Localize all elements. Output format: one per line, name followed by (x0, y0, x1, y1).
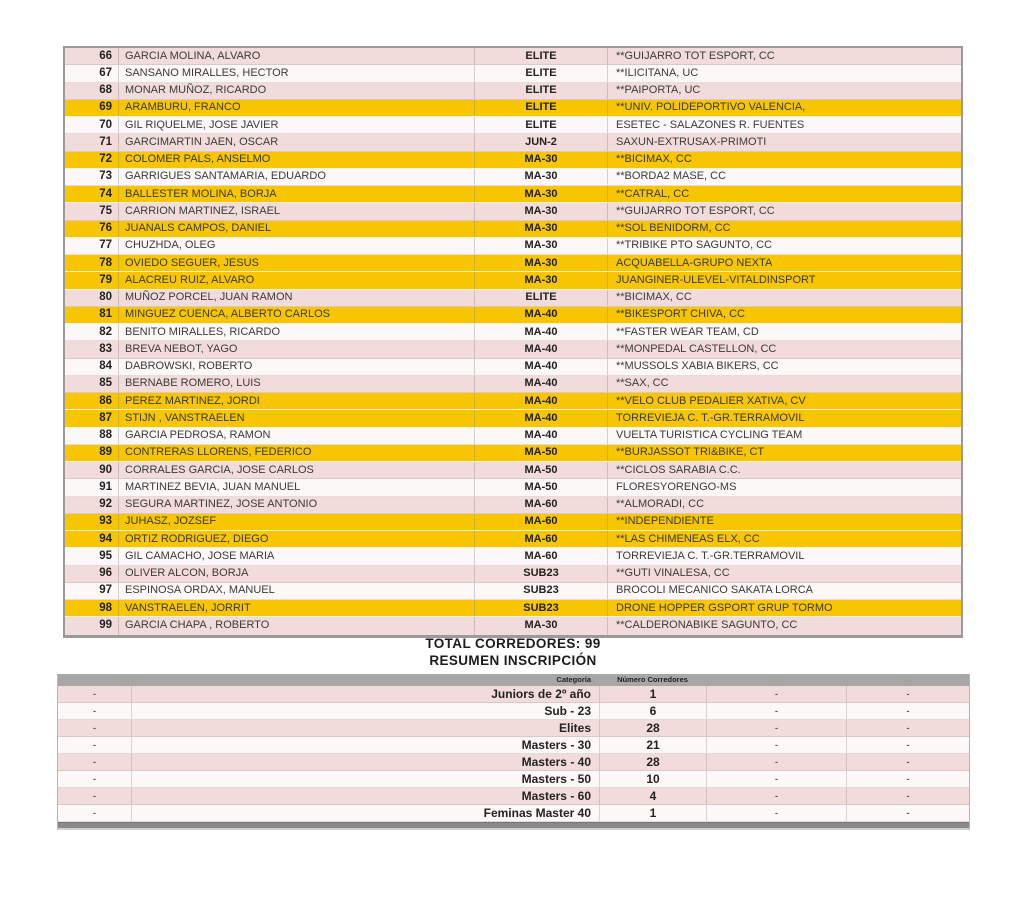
summary-header-row (58, 674, 969, 686)
rider-row (65, 566, 961, 583)
summary-dash-cell: - (706, 737, 846, 753)
summary-dash-cell: - (93, 808, 96, 818)
rider-category: MA-40 (474, 307, 607, 323)
rider-team: **GUIJARRO TOT ESPORT, CC (607, 203, 961, 219)
summary-dash-cell: - (93, 723, 96, 733)
rider-name: SANSANO MIRALLES, HECTOR (118, 65, 474, 81)
rider-number: 67 (99, 66, 112, 79)
rider-team: **BORDA2 MASE, CC (607, 169, 961, 185)
rider-row (65, 410, 961, 427)
summary-dash-cell: - (846, 788, 969, 804)
rider-category: MA-60 (474, 514, 607, 530)
summary-dash-cell: - (93, 757, 96, 767)
summary-header-dash: - (126, 675, 129, 684)
rider-team: **BURJASSOT TRI&BIKE, CT (607, 445, 961, 461)
rider-category: MA-40 (474, 376, 607, 392)
summary-row (58, 686, 969, 703)
rider-number: 91 (99, 480, 112, 493)
rider-row (65, 393, 961, 410)
rider-name: SEGURA MARTINEZ, JOSE ANTONIO (118, 497, 474, 513)
summary-dash-cell: - (846, 720, 969, 736)
rider-number: 89 (99, 446, 112, 459)
rider-team: **UNIV. POLIDEPORTIVO VALENCIA, (607, 100, 961, 116)
rider-team: **GUTI VINALESA, CC (607, 566, 961, 582)
rider-team: ESETEC - SALAZONES R. FUENTES (607, 117, 961, 133)
rider-name: BERNABE ROMERO, LUIS (118, 376, 474, 392)
rider-number: 81 (99, 308, 112, 321)
summary-header-dash: - (906, 675, 909, 684)
rider-name: STIJN , VANSTRAELEN (118, 410, 474, 426)
summary-dash-cell: - (846, 805, 969, 821)
rider-category: MA-60 (474, 497, 607, 513)
summary-count-cell: 4 (599, 788, 706, 804)
summary-category-cell: Sub - 23 (131, 703, 599, 719)
rider-category: SUB23 (474, 600, 607, 616)
totals-block (63, 636, 963, 668)
rider-team: **ALMORADI, CC (607, 497, 961, 513)
rider-number: 73 (99, 170, 112, 183)
summary-count-cell: 10 (599, 771, 706, 787)
rider-team: TORREVIEJA C. T.-GR.TERRAMOVIL (607, 410, 961, 426)
rider-team: JUANGINER-ULEVEL-VITALDINSPORT (607, 272, 961, 288)
rider-category: JUN-2 (474, 134, 607, 150)
rider-category: ELITE (474, 65, 607, 81)
summary-count-cell: 21 (599, 737, 706, 753)
summary-dash-cell: - (706, 805, 846, 821)
rider-name: DABROWSKI, ROBERTO (118, 359, 474, 375)
rider-category: MA-30 (474, 272, 607, 288)
summary-dash-cell: - (93, 706, 96, 716)
rider-number: 96 (99, 567, 112, 580)
rider-name: ALACREU RUIZ, ALVARO (118, 272, 474, 288)
rider-name: MARTINEZ BEVIA, JUAN MANUEL (118, 479, 474, 495)
rider-number: 95 (99, 549, 112, 562)
rider-name: GARCIMARTIN JAEN, OSCAR (118, 134, 474, 150)
rider-category: MA-40 (474, 341, 607, 357)
summary-dash-cell: - (93, 740, 96, 750)
rider-team: **SAX, CC (607, 376, 961, 392)
rider-number: 71 (99, 135, 112, 148)
summary-row (58, 720, 969, 737)
rider-row (65, 376, 961, 393)
rider-category: SUB23 (474, 583, 607, 599)
rider-category: MA-60 (474, 548, 607, 564)
rider-row (65, 203, 961, 220)
rider-team: **VELO CLUB PEDALIER XATIVA, CV (607, 393, 961, 409)
summary-table-body (58, 686, 969, 822)
rider-row (65, 307, 961, 324)
rider-category: MA-60 (474, 531, 607, 547)
rider-category: ELITE (474, 100, 607, 116)
rider-team: DRONE HOPPER GSPORT GRUP TORMO (607, 600, 961, 616)
summary-row (58, 703, 969, 720)
summary-category-cell: Juniors de 2º año (131, 686, 599, 702)
rider-row (65, 359, 961, 376)
summary-count-cell: 28 (599, 720, 706, 736)
rider-row (65, 169, 961, 186)
summary-category-cell: Masters - 40 (131, 754, 599, 770)
summary-count-cell: 1 (599, 686, 706, 702)
summary-dash-cell: - (846, 703, 969, 719)
rider-category: MA-40 (474, 410, 607, 426)
summary-row (58, 805, 969, 822)
rider-row (65, 341, 961, 358)
rider-name: VANSTRAELEN, JORRIT (118, 600, 474, 616)
rider-number: 75 (99, 204, 112, 217)
summary-dash-cell: - (846, 771, 969, 787)
rider-team: TORREVIEJA C. T.-GR.TERRAMOVIL (607, 548, 961, 564)
summary-dash-cell: - (706, 720, 846, 736)
rider-number: 85 (99, 377, 112, 390)
rider-category: MA-50 (474, 462, 607, 478)
rider-category: ELITE (474, 48, 607, 64)
summary-header-categoria: Categoría (556, 675, 591, 684)
rider-team: ACQUABELLA-GRUPO NEXTA (607, 255, 961, 271)
rider-category: SUB23 (474, 566, 607, 582)
rider-row (65, 428, 961, 445)
rider-category: MA-30 (474, 617, 607, 634)
rider-row (65, 48, 961, 65)
rider-team: **BIKESPORT CHIVA, CC (607, 307, 961, 323)
rider-row (65, 221, 961, 238)
rider-category: MA-40 (474, 359, 607, 375)
summary-dash-cell: - (93, 689, 96, 699)
rider-name: GARCIA PEDROSA, RAMON (118, 428, 474, 444)
rider-team: **LAS CHIMENEAS ELX, CC (607, 531, 961, 547)
rider-name: GIL CAMACHO, JOSE MARIA (118, 548, 474, 564)
summary-dash-cell: - (93, 774, 96, 784)
rider-row (65, 255, 961, 272)
rider-row (65, 462, 961, 479)
rider-team: **MUSSOLS XABIA BIKERS, CC (607, 359, 961, 375)
rider-number: 69 (99, 101, 112, 114)
summary-row (58, 754, 969, 771)
summary-category-cell: Masters - 50 (131, 771, 599, 787)
rider-row (65, 117, 961, 134)
rider-category: MA-40 (474, 428, 607, 444)
rider-row (65, 600, 961, 617)
rider-team: **TRIBIKE PTO SAGUNTO, CC (607, 238, 961, 254)
rider-name: MINGUEZ CUENCA, ALBERTO CARLOS (118, 307, 474, 323)
rider-row (65, 497, 961, 514)
summary-table (57, 674, 970, 830)
rider-number: 76 (99, 222, 112, 235)
rider-team: **GUIJARRO TOT ESPORT, CC (607, 48, 961, 64)
rider-name: COLOMER PALS, ANSELMO (118, 152, 474, 168)
summary-dash-cell: - (846, 737, 969, 753)
rider-category: ELITE (474, 117, 607, 133)
rider-team: **BICIMAX, CC (607, 152, 961, 168)
rider-number: 70 (99, 118, 112, 131)
summary-row (58, 771, 969, 788)
rider-team: **INDEPENDIENTE (607, 514, 961, 530)
resumen-inscripcion-label: RESUMEN INSCRIPCIÓN (429, 653, 597, 668)
rider-team: BROCOLI MECANICO SAKATA LORCA (607, 583, 961, 599)
rider-row (65, 272, 961, 289)
rider-name: JUANALS CAMPOS, DANIEL (118, 221, 474, 237)
rider-team: VUELTA TURISTICA CYCLING TEAM (607, 428, 961, 444)
rider-row (65, 134, 961, 151)
summary-dash-cell: - (706, 788, 846, 804)
summary-dash-cell: - (706, 754, 846, 770)
rider-number: 80 (99, 291, 112, 304)
rider-number: 77 (99, 239, 112, 252)
summary-row (58, 788, 969, 805)
rider-row (65, 583, 961, 600)
rider-row (65, 617, 961, 634)
rider-number: 74 (99, 187, 112, 200)
rider-number: 82 (99, 325, 112, 338)
rider-number: 92 (99, 498, 112, 511)
summary-bottom-bar-light (58, 828, 969, 830)
rider-team: **CATRAL, CC (607, 186, 961, 202)
riders-table (63, 46, 963, 638)
rider-number: 93 (99, 515, 112, 528)
summary-count-cell: 1 (599, 805, 706, 821)
summary-dash-cell: - (706, 686, 846, 702)
rider-name: CORRALES GARCIA, JOSE CARLOS (118, 462, 474, 478)
rider-name: JUHASZ, JOZSEF (118, 514, 474, 530)
rider-category: MA-30 (474, 186, 607, 202)
rider-number: 72 (99, 153, 112, 166)
rider-category: MA-30 (474, 169, 607, 185)
summary-row (58, 737, 969, 754)
rider-number: 90 (99, 463, 112, 476)
rider-number: 83 (99, 342, 112, 355)
rider-name: GARCIA MOLINA, ALVARO (118, 48, 474, 64)
rider-category: MA-50 (474, 479, 607, 495)
riders-table-body (65, 48, 961, 635)
rider-category: ELITE (474, 290, 607, 306)
rider-name: GIL RIQUELME, JOSE JAVIER (118, 117, 474, 133)
rider-team: **PAIPORTA, UC (607, 83, 961, 99)
rider-row (65, 479, 961, 496)
rider-row (65, 548, 961, 565)
rider-row (65, 238, 961, 255)
rider-team: **FASTER WEAR TEAM, CD (607, 324, 961, 340)
rider-row (65, 65, 961, 82)
rider-number: 78 (99, 256, 112, 269)
rider-name: ORTIZ RODRIGUEZ, DIEGO (118, 531, 474, 547)
summary-category-cell: Masters - 60 (131, 788, 599, 804)
rider-name: MUÑOZ PORCEL, JUAN RAMON (118, 290, 474, 306)
rider-name: ESPINOSA ORDAX, MANUEL (118, 583, 474, 599)
summary-dash-cell: - (706, 703, 846, 719)
rider-category: MA-30 (474, 255, 607, 271)
rider-category: MA-40 (474, 324, 607, 340)
rider-team: **SOL BENIDORM, CC (607, 221, 961, 237)
rider-row (65, 445, 961, 462)
rider-team: **BICIMAX, CC (607, 290, 961, 306)
rider-name: MONAR MUÑOZ, RICARDO (118, 83, 474, 99)
rider-name: OVIEDO SEGUER, JESUS (118, 255, 474, 271)
rider-team: **MONPEDAL CASTELLON, CC (607, 341, 961, 357)
total-corredores-label: TOTAL CORREDORES: 99 (425, 636, 601, 651)
rider-team: FLORESYORENGO-MS (607, 479, 961, 495)
rider-row (65, 514, 961, 531)
rider-number: 88 (99, 429, 112, 442)
rider-category: MA-30 (474, 152, 607, 168)
rider-name: CHUZHDA, OLEG (118, 238, 474, 254)
rider-category: MA-30 (474, 203, 607, 219)
rider-name: ARAMBURU, FRANCO (118, 100, 474, 116)
rider-number: 84 (99, 360, 112, 373)
rider-row (65, 531, 961, 548)
rider-row (65, 100, 961, 117)
rider-row (65, 290, 961, 307)
rider-name: GARCIA CHAPA , ROBERTO (118, 617, 474, 634)
summary-count-cell: 6 (599, 703, 706, 719)
rider-row (65, 324, 961, 341)
rider-row (65, 83, 961, 100)
summary-header-dash: - (774, 675, 778, 684)
rider-category: MA-40 (474, 393, 607, 409)
summary-category-cell: Elites (131, 720, 599, 736)
rider-name: CARRION MARTINEZ, ISRAEL (118, 203, 474, 219)
rider-team: **CALDERONABIKE SAGUNTO, CC (607, 617, 961, 634)
rider-number: 87 (99, 411, 112, 424)
rider-name: CONTRERAS LLORENS, FEDERICO (118, 445, 474, 461)
rider-number: 94 (99, 532, 112, 545)
rider-team: SAXUN-EXTRUSAX-PRIMOTI (607, 134, 961, 150)
rider-name: BENITO MIRALLES, RICARDO (118, 324, 474, 340)
rider-name: GARRIGUES SANTAMARIA, EDUARDO (118, 169, 474, 185)
rider-number: 97 (99, 584, 112, 597)
rider-name: BREVA NEBOT, YAGO (118, 341, 474, 357)
summary-count-cell: 28 (599, 754, 706, 770)
rider-number: 66 (99, 49, 112, 62)
rider-name: PEREZ MARTINEZ, JORDI (118, 393, 474, 409)
summary-header-numero: Número Corredores (617, 675, 688, 684)
summary-dash-cell: - (846, 686, 969, 702)
summary-dash-cell: - (846, 754, 969, 770)
rider-number: 99 (99, 619, 112, 632)
rider-row (65, 186, 961, 203)
summary-category-cell: Masters - 30 (131, 737, 599, 753)
rider-team: **CICLOS SARABIA C.C. (607, 462, 961, 478)
rider-category: MA-50 (474, 445, 607, 461)
rider-number: 86 (99, 394, 112, 407)
summary-dash-cell: - (706, 771, 846, 787)
rider-team: **ILICITANA, UC (607, 65, 961, 81)
rider-name: OLIVER ALCON, BORJA (118, 566, 474, 582)
rider-number: 98 (99, 601, 112, 614)
rider-number: 68 (99, 84, 112, 97)
rider-name: BALLESTER MOLINA, BORJA (118, 186, 474, 202)
rider-category: MA-30 (474, 221, 607, 237)
summary-category-cell: Feminas Master 40 (131, 805, 599, 821)
rider-category: MA-30 (474, 238, 607, 254)
rider-category: ELITE (474, 83, 607, 99)
rider-number: 79 (99, 273, 112, 286)
rider-row (65, 152, 961, 169)
summary-dash-cell: - (93, 791, 96, 801)
